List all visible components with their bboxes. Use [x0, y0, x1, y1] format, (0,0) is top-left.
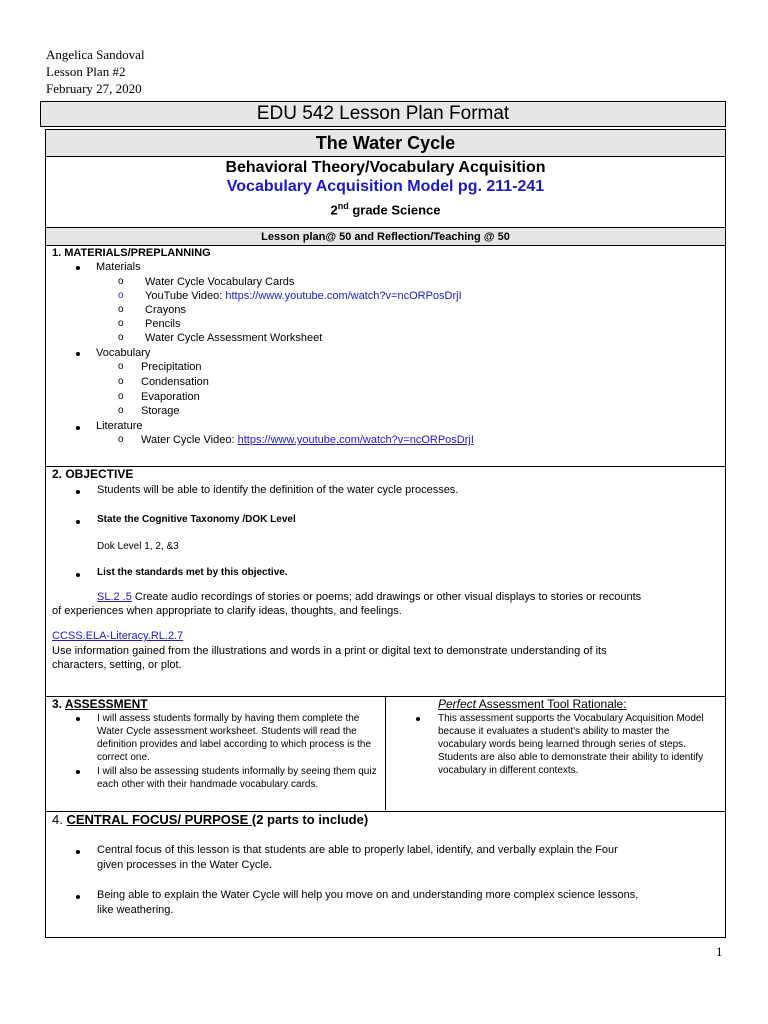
rationale-heading: Perfect Assessment Tool Rationale:	[438, 697, 627, 711]
materials-section	[46, 246, 725, 467]
author-name: Angelica Sandoval	[46, 47, 145, 62]
lesson-plan-table	[45, 129, 726, 938]
central-focus-statement-continued: given processes in the Water Cycle.	[97, 859, 273, 871]
standard-ccss-text-continued: characters, setting, or plot.	[52, 659, 182, 671]
lesson-plan-weighting: Lesson plan@ 50 and Reflection/Teaching @ 50	[46, 228, 725, 246]
literature-item: Water Cycle Video: https://www.youtube.com/watch?v=ncORPosDrjI	[141, 434, 474, 446]
document-header	[46, 46, 145, 97]
bullet	[76, 266, 80, 270]
objective-section	[46, 467, 725, 697]
bullet: o	[118, 376, 124, 387]
rationale-column	[386, 697, 725, 810]
standard-sl: SL.2 .5 Create audio recordings of stories or poems; add drawings or other visual displays to stories or recounts	[97, 591, 642, 603]
materials-heading: 1. MATERIALS/PREPLANNING	[52, 247, 211, 259]
vocabulary-item: Precipitation	[141, 361, 202, 373]
assessment-formal: I will assess students formally by having them complete the Water Cycle assessment worksheet. Students will read the definition provides and label according to which process is the correct one.	[97, 713, 372, 763]
bullet	[76, 573, 80, 577]
page-number: 1	[716, 944, 723, 959]
dok-level: Dok Level 1, 2, &3	[97, 541, 179, 552]
bullet	[416, 717, 420, 721]
bullet: o	[118, 434, 124, 445]
material-item: Water Cycle Vocabulary Cards	[145, 276, 295, 288]
bullet: o	[118, 318, 124, 329]
bullet: o	[118, 276, 124, 287]
vocabulary-item: Condensation	[141, 376, 209, 388]
bullet	[76, 717, 80, 721]
purpose-statement: Being able to explain the Water Cycle will help you move on and understanding more complex science lessons,	[97, 889, 639, 901]
central-focus-section	[46, 811, 725, 937]
material-item: Water Cycle Assessment Worksheet	[145, 332, 323, 344]
assessment-informal: I will also be assessing students informally by seeing them quiz each other with their handmade vocabulary cards.	[97, 766, 377, 790]
theory-title: Behavioral Theory/Vocabulary Acquisition	[225, 159, 546, 176]
document-title: EDU 542 Lesson Plan Format	[40, 101, 726, 127]
cognitive-taxonomy-label: State the Cognitive Taxonomy /DOK Level	[97, 514, 296, 525]
theory-section	[46, 157, 725, 228]
vocabulary-label: Vocabulary	[96, 347, 151, 359]
standard-sl-code[interactable]: SL.2 .5	[97, 591, 132, 603]
vocabulary-item: Evaporation	[141, 391, 200, 403]
literature-label: Literature	[96, 420, 143, 432]
rationale-text: This assessment supports the Vocabulary Acquisition Model because it evaluates a student's ability to master the vocabulary words being learned through series of steps. Students are also able to demonstrate their ability to identify vocabulary in different contexts.	[438, 713, 704, 776]
document-date: February 27, 2020	[46, 81, 142, 96]
standard-sl-continued: of experiences when appropriate to clarify ideas, thoughts, and feelings.	[52, 605, 402, 617]
material-item: Crayons	[145, 304, 186, 316]
youtube-link[interactable]: https://www.youtube.com/watch?v=ncORPosDrjI	[225, 290, 462, 302]
central-focus-heading: 4. CENTRAL FOCUS/ PURPOSE (2 parts to include)	[52, 812, 369, 827]
bullet	[76, 490, 80, 494]
vocabulary-item: Storage	[141, 405, 180, 417]
purpose-statement-continued: like weathering.	[97, 904, 174, 916]
assessment-section	[46, 697, 725, 811]
objective-statement: Students will be able to identify the definition of the water cycle processes.	[97, 484, 459, 496]
assessment-column	[46, 697, 386, 810]
bullet: o	[118, 290, 124, 301]
central-focus-statement: Central focus of this lesson is that students are able to properly label, identify, and verbally explain the Four	[97, 844, 618, 856]
bullet: o	[118, 304, 124, 315]
lesson-title: The Water Cycle	[46, 130, 725, 157]
bullet: o	[118, 405, 124, 416]
bullet	[76, 520, 80, 524]
bullet: o	[118, 361, 124, 372]
standard-ccss-text: Use information gained from the illustrations and words in a print or digital text to demonstrate understanding of its	[52, 645, 607, 657]
literature-link[interactable]: https://www.youtube.com/watch?v=ncORPosDrjI	[237, 434, 474, 446]
objective-heading: 2. OBJECTIVE	[52, 467, 134, 481]
bullet: o	[118, 391, 124, 402]
grade-level: 2nd grade Science	[330, 201, 441, 218]
bullet	[76, 426, 80, 430]
bullet	[76, 770, 80, 774]
materials-label: Materials	[96, 261, 141, 273]
bullet	[76, 352, 80, 356]
assessment-heading: 3. ASSESSMENT	[52, 697, 148, 711]
lesson-number: Lesson Plan #2	[46, 64, 126, 79]
model-reference: Vocabulary Acquisition Model pg. 211-241	[226, 178, 545, 195]
standard-ccss-code[interactable]: CCSS.ELA-Literacy.RL.2.7	[52, 630, 184, 642]
bullet: o	[118, 332, 124, 343]
material-item: Pencils	[145, 318, 181, 330]
bullet	[76, 895, 80, 899]
bullet	[76, 850, 80, 854]
standards-label: List the standards met by this objective.	[97, 567, 288, 578]
material-item: YouTube Video: https://www.youtube.com/watch?v=ncORPosDrjI	[145, 290, 462, 302]
